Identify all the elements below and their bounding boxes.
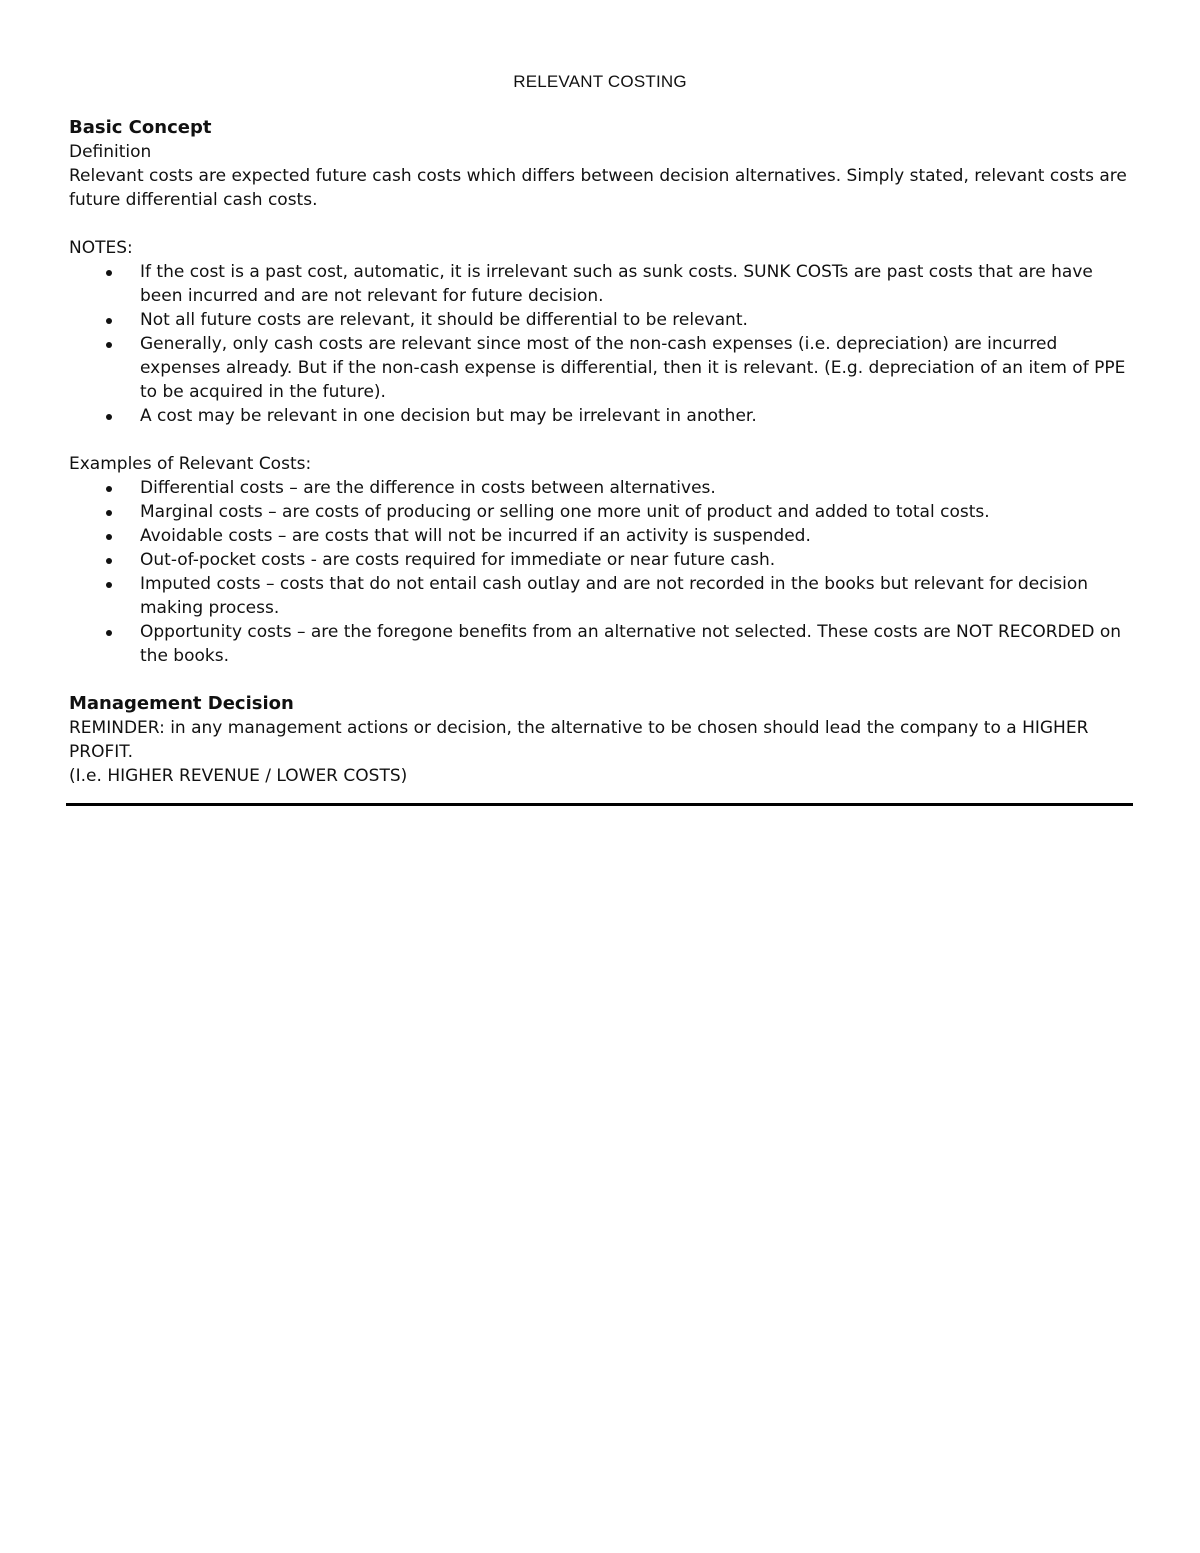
document-page xyxy=(69,70,1131,788)
examples-list-item: Marginal costs – are costs of producing or selling one more unit of product and added to total costs. xyxy=(69,500,1131,524)
notes-section xyxy=(69,236,1131,428)
examples-list-item: Differential costs – are the difference in costs between alternatives. xyxy=(69,476,1131,500)
horizontal-divider xyxy=(66,803,1133,806)
notes-label: NOTES: xyxy=(69,238,133,258)
spacer xyxy=(69,668,1131,692)
notes-list-item: Not all future costs are relevant, it should be differential to be relevant. xyxy=(69,308,1131,332)
management-decision-section xyxy=(69,692,1131,788)
basic-concept-section xyxy=(69,116,1131,212)
notes-list xyxy=(69,260,1131,428)
basic-concept-heading: Basic Concept xyxy=(69,117,212,138)
definition-text: Relevant costs are expected future cash costs which differs between decision alternatives. Simply stated, relevant costs are future differential cash costs. xyxy=(69,166,1127,210)
spacer xyxy=(69,428,1131,452)
examples-label: Examples of Relevant Costs: xyxy=(69,454,312,474)
notes-list-item: A cost may be relevant in one decision but may be irrelevant in another. xyxy=(69,404,1131,428)
notes-list-item: Generally, only cash costs are relevant since most of the non-cash expenses (i.e. depreciation) are incurred expenses already. But if the non-cash expense is differential, then it is relevant. (E.g. depreciation of an item of PPE to be acquired in the future). xyxy=(69,332,1131,404)
reminder-note: (I.e. HIGHER REVENUE / LOWER COSTS) xyxy=(69,766,408,786)
examples-list-item: Imputed costs – costs that do not entail cash outlay and are not recorded in the books but relevant for decision making process. xyxy=(69,572,1131,620)
examples-section xyxy=(69,452,1131,668)
management-decision-heading: Management Decision xyxy=(69,693,294,714)
examples-list-item: Avoidable costs – are costs that will not be incurred if an activity is suspended. xyxy=(69,524,1131,548)
notes-list-item: If the cost is a past cost, automatic, it is irrelevant such as sunk costs. SUNK COSTs are past costs that are have been incurred and are not relevant for future decision. xyxy=(69,260,1131,308)
examples-list-item: Out-of-pocket costs - are costs required for immediate or near future cash. xyxy=(69,548,1131,572)
reminder-text: REMINDER: in any management actions or decision, the alternative to be chosen should lead the company to a HIGHER PROFIT. xyxy=(69,718,1089,762)
examples-list xyxy=(69,476,1131,668)
spacer xyxy=(69,212,1131,236)
examples-list-item: Opportunity costs – are the foregone benefits from an alternative not selected. These costs are NOT RECORDED on the books. xyxy=(69,620,1131,668)
definition-subheading: Definition xyxy=(69,142,152,162)
document-title: RELEVANT COSTING xyxy=(513,72,687,91)
